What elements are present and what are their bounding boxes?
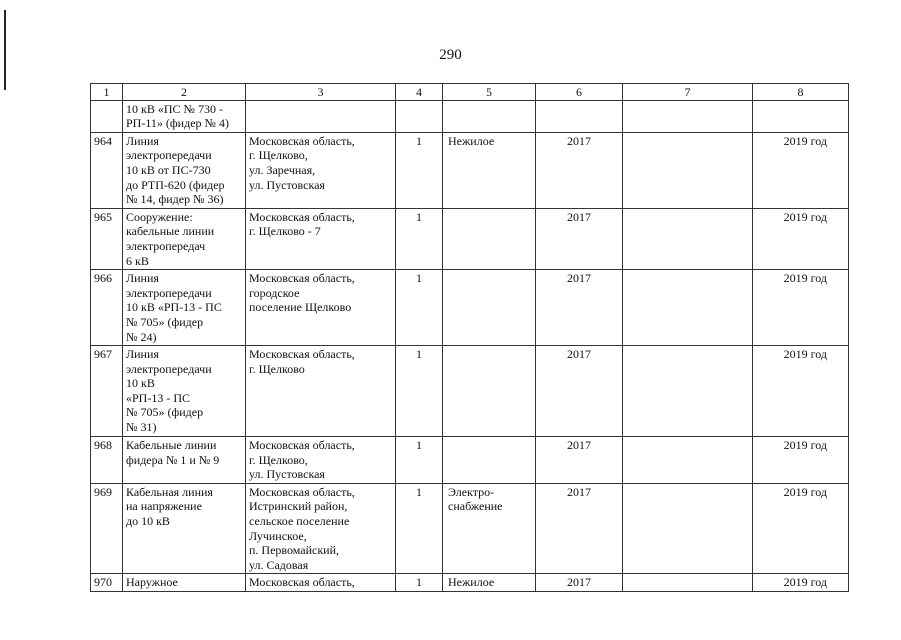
table-row	[91, 100, 849, 132]
table-row	[91, 574, 849, 592]
object-name: 10 кВ «ПС № 730 - РП-11» (фидер № 4)	[123, 100, 246, 132]
header-row	[91, 84, 849, 101]
column-7-value	[623, 574, 753, 592]
deadline: 2019 год	[753, 574, 849, 592]
table-row	[91, 270, 849, 346]
deadline: 2019 год	[753, 483, 849, 574]
deadline: 2019 год	[753, 437, 849, 484]
table-row	[91, 483, 849, 574]
deadline	[753, 100, 849, 132]
deadline: 2019 год	[753, 346, 849, 437]
deadline: 2019 год	[753, 132, 849, 208]
column-header: 8	[753, 84, 849, 101]
table-row	[91, 208, 849, 269]
row-number: 965	[91, 208, 123, 269]
object-type	[443, 100, 536, 132]
quantity: 1	[396, 346, 443, 437]
quantity: 1	[396, 270, 443, 346]
object-name: Линия электропередачи 10 кВ «РП-13 - ПС № 705» (фидер № 31)	[123, 346, 246, 437]
object-type: Нежилое	[443, 132, 536, 208]
object-type	[443, 270, 536, 346]
row-number: 970	[91, 574, 123, 592]
object-name: Линия электропередачи 10 кВ от ПС-730 до РТП-620 (фидер № 14, фидер № 36)	[123, 132, 246, 208]
quantity	[396, 100, 443, 132]
table-row	[91, 437, 849, 484]
object-name: Линия электропередачи 10 кВ «РП-13 - ПС № 705» (фидер № 24)	[123, 270, 246, 346]
row-number: 964	[91, 132, 123, 208]
object-name: Наружное	[123, 574, 246, 592]
object-name: Сооружение: кабельные линии электропередач 6 кВ	[123, 208, 246, 269]
column-header: 1	[91, 84, 123, 101]
column-header: 6	[536, 84, 623, 101]
column-7-value	[623, 208, 753, 269]
property-table	[90, 83, 849, 592]
deadline: 2019 год	[753, 270, 849, 346]
year: 2017	[536, 208, 623, 269]
quantity: 1	[396, 208, 443, 269]
quantity: 1	[396, 437, 443, 484]
object-address: Московская область, городское поселение Щелково	[246, 270, 396, 346]
deadline: 2019 год	[753, 208, 849, 269]
row-number: 966	[91, 270, 123, 346]
year: 2017	[536, 132, 623, 208]
year: 2017	[536, 346, 623, 437]
page-number: 290	[439, 47, 462, 63]
year: 2017	[536, 483, 623, 574]
row-number: 969	[91, 483, 123, 574]
object-address: Московская область, г. Щелково, ул. Пустовская	[246, 437, 396, 484]
column-header: 4	[396, 84, 443, 101]
object-name: Кабельная линия на напряжение до 10 кВ	[123, 483, 246, 574]
column-7-value	[623, 346, 753, 437]
row-number: 967	[91, 346, 123, 437]
column-7-value	[623, 483, 753, 574]
object-address: Московская область, Истринский район, сельское поселение Лучинское, п. Первомайский, ул. Садовая	[246, 483, 396, 574]
column-header: 3	[246, 84, 396, 101]
year: 2017	[536, 270, 623, 346]
row-number	[91, 100, 123, 132]
object-type: Электро- снабжение	[443, 483, 536, 574]
year	[536, 100, 623, 132]
quantity: 1	[396, 483, 443, 574]
object-type: Нежилое	[443, 574, 536, 592]
table-row	[91, 132, 849, 208]
object-type	[443, 437, 536, 484]
column-7-value	[623, 132, 753, 208]
column-header: 5	[443, 84, 536, 101]
column-header: 7	[623, 84, 753, 101]
year: 2017	[536, 574, 623, 592]
year: 2017	[536, 437, 623, 484]
object-address: Московская область,	[246, 574, 396, 592]
object-address: Московская область, г. Щелково	[246, 346, 396, 437]
object-address: Московская область, г. Щелково, ул. Заречная, ул. Пустовская	[246, 132, 396, 208]
row-number: 968	[91, 437, 123, 484]
column-7-value	[623, 270, 753, 346]
column-7-value	[623, 437, 753, 484]
object-address: Московская область, г. Щелково - 7	[246, 208, 396, 269]
object-name: Кабельные линии фидера № 1 и № 9	[123, 437, 246, 484]
object-type	[443, 208, 536, 269]
object-type	[443, 346, 536, 437]
column-7-value	[623, 100, 753, 132]
quantity: 1	[396, 574, 443, 592]
column-header: 2	[123, 84, 246, 101]
table-row	[91, 346, 849, 437]
quantity: 1	[396, 132, 443, 208]
object-address	[246, 100, 396, 132]
